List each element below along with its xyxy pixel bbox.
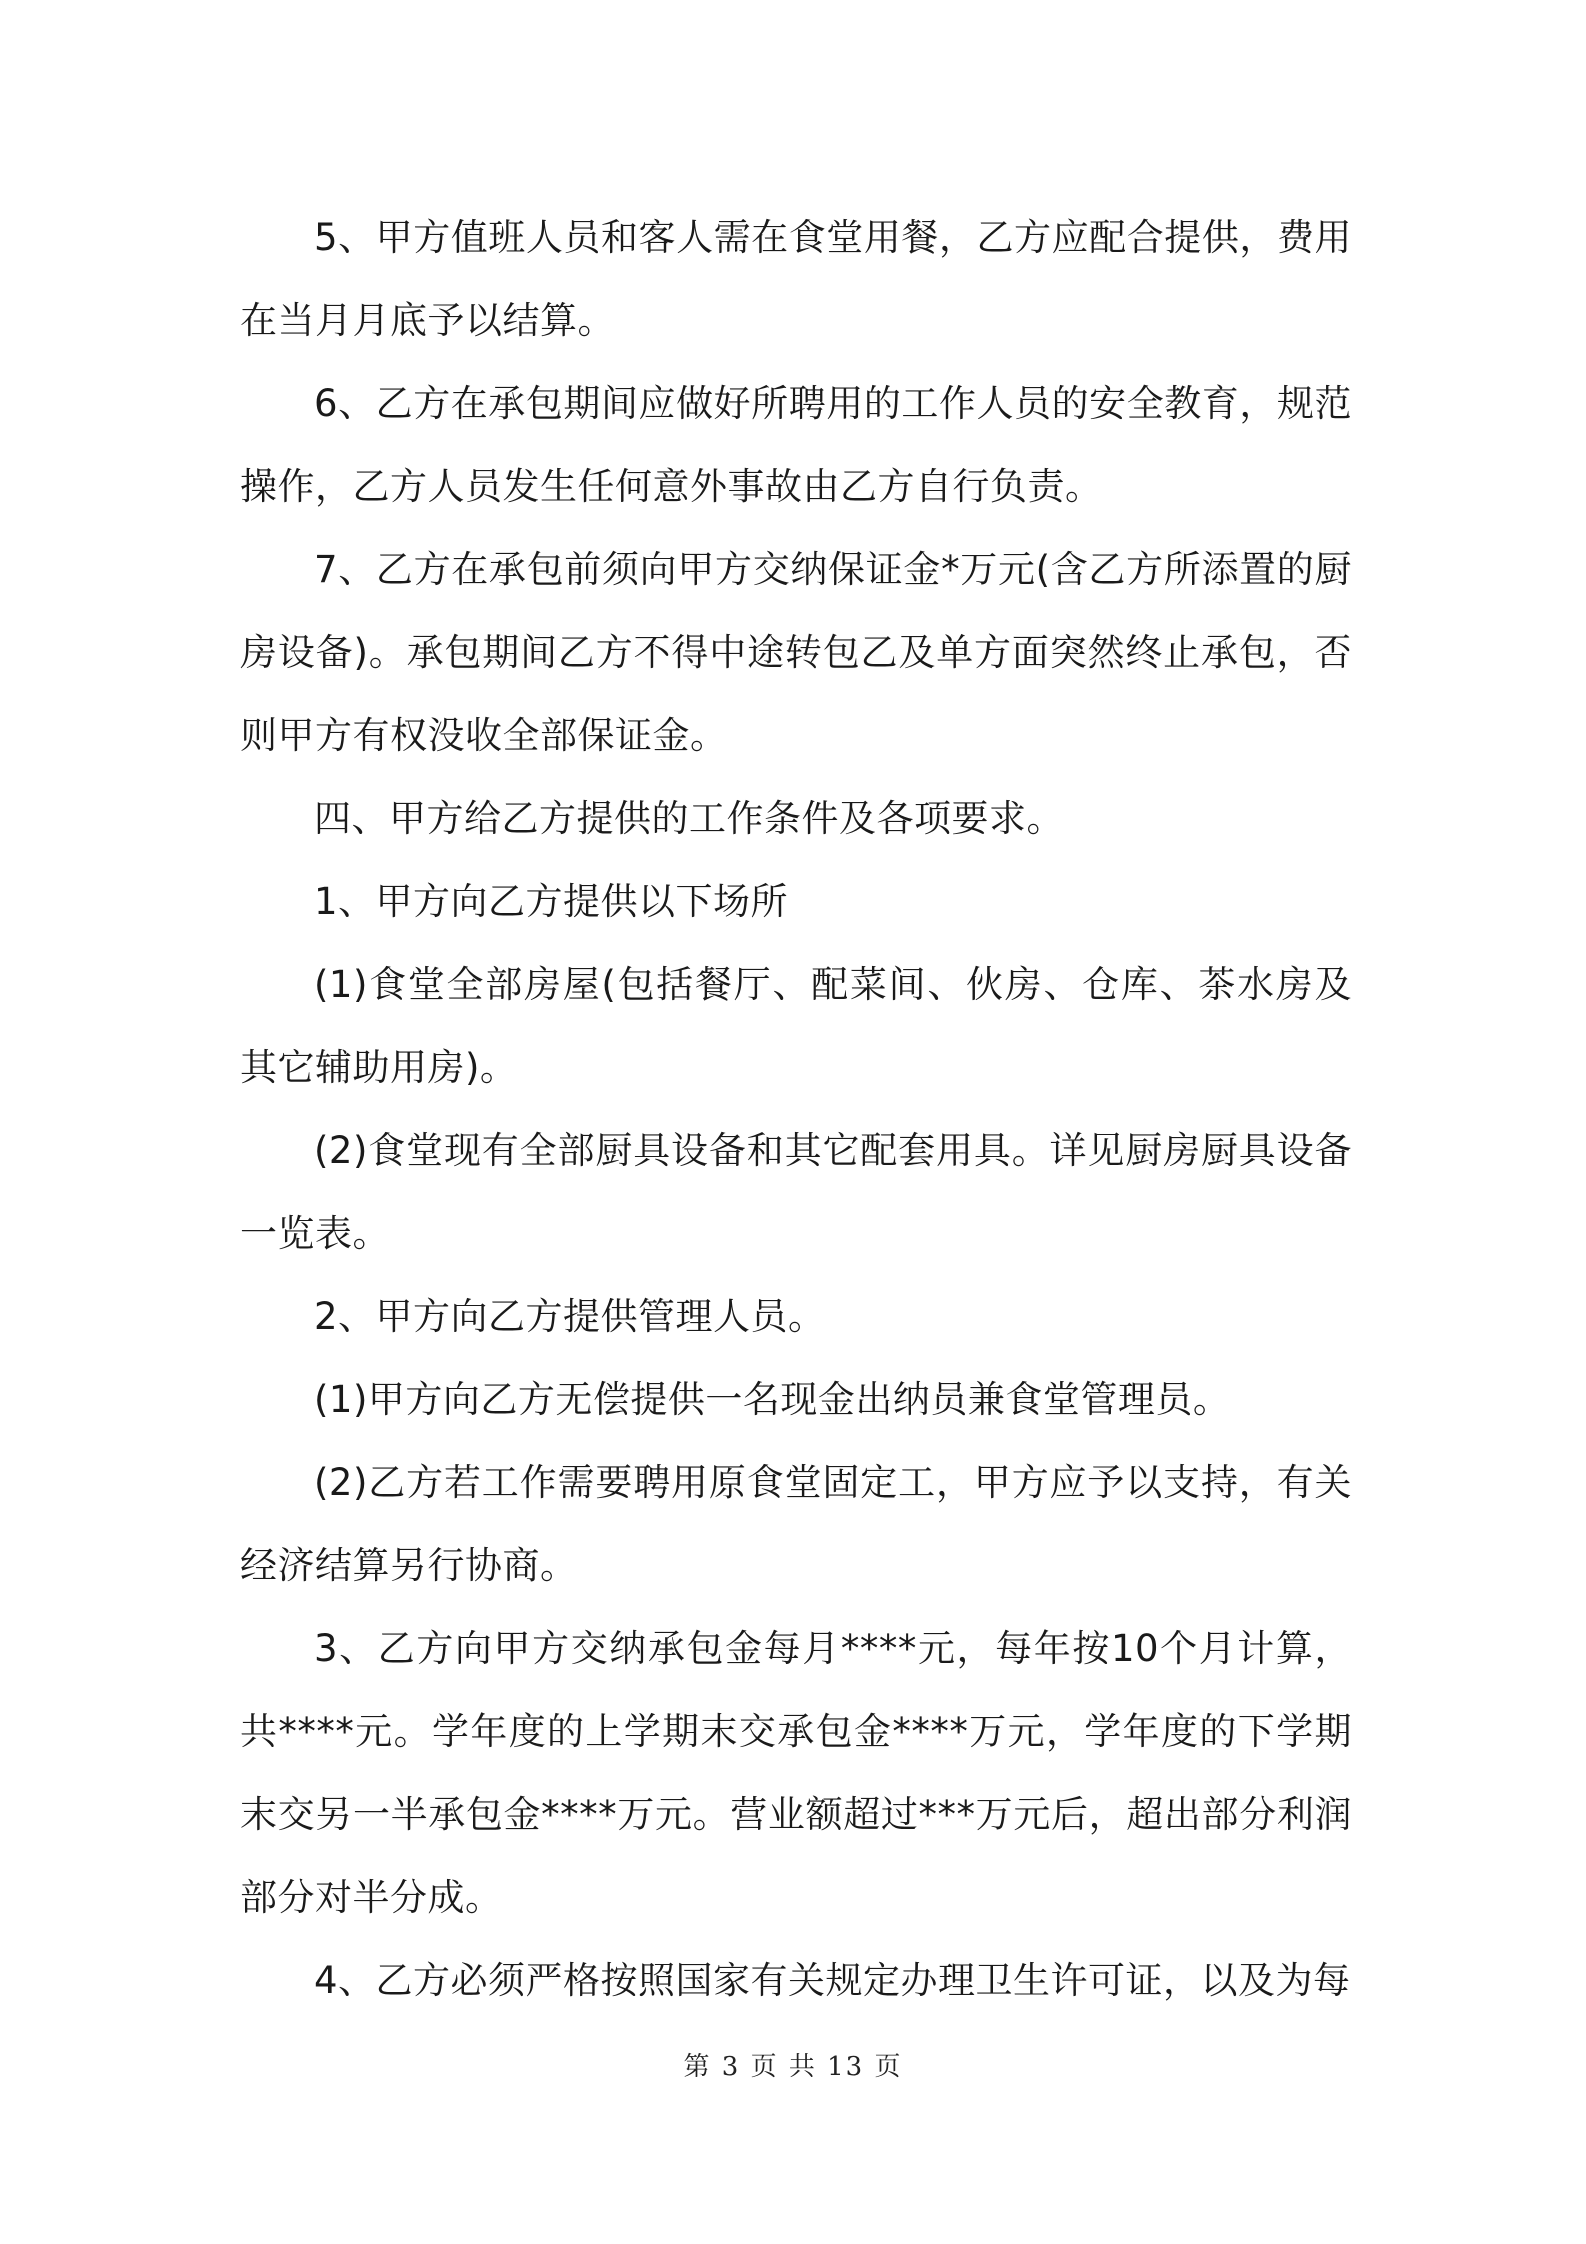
- paragraph: 5、甲方值班人员和客人需在食堂用餐，乙方应配合提供，费用在当月月底予以结算。: [240, 216, 1352, 342]
- paragraph: 1、甲方向乙方提供以下场所: [314, 880, 789, 923]
- paragraph: 4、乙方必须严格按照国家有关规定办理卫生许可证，以及为每: [314, 1959, 1351, 2002]
- page-label-suffix: 页: [874, 2052, 903, 2082]
- document-body: [240, 196, 1352, 2022]
- section-heading: 四、甲方给乙方提供的工作条件及各项要求。: [314, 797, 1064, 840]
- paragraph: (2)食堂现有全部厨具设备和其它配套用具。详见厨房厨具设备一览表。: [240, 1129, 1352, 1255]
- current-page-number: 3: [721, 2052, 741, 2082]
- page-label-mid: 页 共: [750, 2052, 817, 2082]
- paragraph: (1)甲方向乙方无偿提供一名现金出纳员兼食堂管理员。: [314, 1378, 1231, 1421]
- page-label-prefix: 第: [683, 2052, 712, 2082]
- paragraph: (1)食堂全部房屋(包括餐厅、配菜间、伙房、仓库、茶水房及其它辅助用房)。: [240, 963, 1352, 1089]
- paragraph: 3、乙方向甲方交纳承包金每月****元，每年按10个月计算，共****元。学年度的上学期末交承包金****万元，学年度的下学期末交另一半承包金****万元。营业额超过***万元后，超出部分利润部分对半分成。: [240, 1627, 1352, 1919]
- paragraph: 2、甲方向乙方提供管理人员。: [314, 1295, 826, 1338]
- total-pages-number: 13: [827, 2052, 865, 2082]
- page-number-footer: [0, 2052, 1586, 2082]
- paragraph: 6、乙方在承包期间应做好所聘用的工作人员的安全教育，规范操作，乙方人员发生任何意外事故由乙方自行负责。: [240, 382, 1352, 508]
- paragraph: 7、乙方在承包前须向甲方交纳保证金*万元(含乙方所添置的厨房设备)。承包期间乙方不得中途转包乙及单方面突然终止承包，否则甲方有权没收全部保证金。: [240, 548, 1352, 757]
- paragraph: (2)乙方若工作需要聘用原食堂固定工，甲方应予以支持，有关经济结算另行协商。: [240, 1461, 1352, 1587]
